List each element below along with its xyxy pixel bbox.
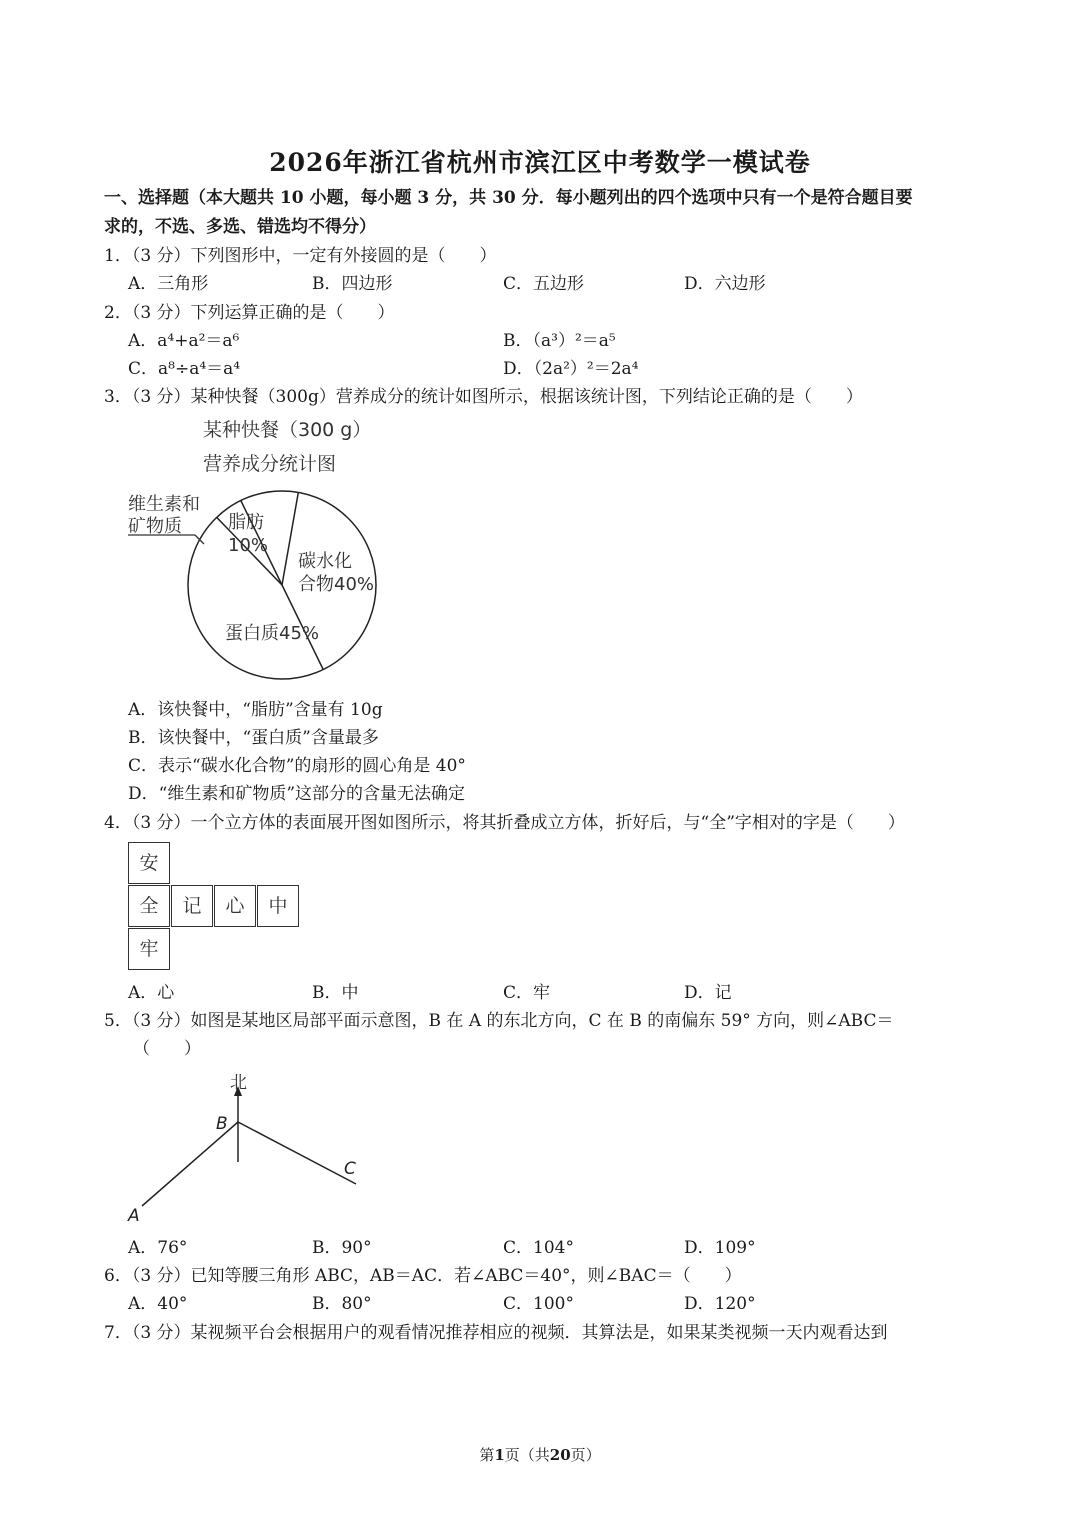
q2-option-d: D．（2a²）²＝2a⁴ [503, 359, 639, 379]
chart-title-line2: 营养成分统计图 [203, 453, 337, 475]
q5-option-a: A．76° [128, 1238, 188, 1258]
q7-stem: 7．（3 分）某视频平台会根据用户的观看情况推荐相应的视频．其算法是，如果某类视频一天内观看达到 [104, 1323, 888, 1343]
label-point-c: C [344, 1159, 356, 1179]
label-vitamin-line2: 矿物质 [128, 516, 182, 537]
q5-option-b: B．90° [312, 1238, 372, 1258]
q2-option-b: B．（a³）²＝a⁵ [503, 331, 616, 351]
section-header-line1: 一、选择题（本大题共 10 小题，每小题 3 分，共 30 分．每小题列出的四个选项中只有一个是符合题目要 [104, 188, 913, 208]
q6-option-d: D．120° [684, 1294, 756, 1314]
label-fat-line1: 脂肪 [228, 512, 264, 533]
q4-stem: 4．（3 分）一个立方体的表面展开图如图所示，将其折叠成立方体，折好后，与“全”字相对的字是（ ） [104, 813, 905, 833]
footer-page-number: 1 [494, 1446, 505, 1464]
q4-option-a: A．心 [128, 983, 175, 1003]
q6-option-a: A．40° [128, 1294, 188, 1314]
q5-stem-line1: 5．（3 分）如图是某地区局部平面示意图，B 在 A 的东北方向，C 在 B 的南偏东 59° 方向，则∠ABC＝ [104, 1011, 894, 1031]
q1-option-b: B．四边形 [312, 274, 393, 294]
q5-option-d: D．109° [684, 1238, 756, 1258]
q1-option-a: A．三角形 [128, 274, 209, 294]
net-cell-an: 安 [128, 842, 170, 884]
q6-stem: 6．（3 分）已知等腰三角形 ABC，AB＝AC．若∠ABC＝40°，则∠BAC＝（ ） [104, 1266, 742, 1286]
label-vitamin-line1: 维生素和 [128, 494, 200, 515]
net-cell-quan: 全 [128, 885, 170, 927]
label-point-a: A [128, 1206, 140, 1226]
label-carb-line1: 碳水化 [298, 551, 352, 572]
label-fat-line2: 10% [228, 535, 269, 556]
segment-bc [238, 1122, 356, 1184]
q3-option-c: C．表示“碳水化合物”的扇形的圆心角是 40° [128, 756, 466, 776]
page-title: 2026年浙江省杭州市滨江区中考数学一模试卷 [269, 148, 811, 177]
cube-net [128, 842, 300, 972]
section-header-line2: 求的，不选、多选、错选均不得分） [104, 217, 376, 237]
net-cell-lao: 牢 [128, 928, 170, 970]
label-carb-line2: 合物40% [298, 574, 375, 595]
net-cell-ji: 记 [171, 885, 213, 927]
q5-option-c: C．104° [503, 1238, 574, 1258]
vitamin-leader-line-2 [195, 535, 204, 544]
q3-option-d: D．“维生素和矿物质”这部分的含量无法确定 [128, 784, 466, 804]
q6-option-c: C．100° [503, 1294, 574, 1314]
pie-slice-boundary-0 [282, 492, 298, 585]
chart-title-line1: 某种快餐（300 g） [203, 419, 372, 441]
q4-option-c: C．牢 [503, 983, 551, 1003]
label-north: 北 [230, 1073, 247, 1093]
q1-stem: 1．（3 分）下列图形中，一定有外接圆的是（ ） [104, 246, 497, 266]
q1-option-c: C．五边形 [503, 274, 585, 294]
page-footer [0, 1444, 1080, 1465]
q4-option-d: D．记 [684, 983, 732, 1003]
q2-stem: 2．（3 分）下列运算正确的是（ ） [104, 303, 395, 323]
nutrition-pie-chart [120, 410, 420, 695]
label-point-b: B [216, 1114, 228, 1134]
footer-total-pages: 20 [549, 1446, 571, 1464]
q3-option-a: A．该快餐中，“脂肪”含量有 10g [128, 700, 383, 720]
q1-option-d: D．六边形 [684, 274, 766, 294]
footer-mid: 页（共 [504, 1446, 550, 1464]
footer-prefix: 第 [479, 1446, 495, 1464]
net-cell-zhong: 中 [257, 885, 299, 927]
q6-option-b: B．80° [312, 1294, 372, 1314]
direction-diagram [120, 1066, 380, 1231]
q3-option-b: B．该快餐中，“蛋白质”含量最多 [128, 728, 379, 748]
footer-suffix: 页） [570, 1446, 601, 1464]
net-cell-xin: 心 [214, 885, 256, 927]
label-protein: 蛋白质45% [225, 623, 320, 644]
q2-option-c: C．a⁸÷a⁴＝a⁴ [128, 359, 241, 379]
q2-option-a: A．a⁴+a²＝a⁶ [128, 331, 240, 351]
segment-ab [142, 1122, 238, 1206]
q3-stem: 3．（3 分）某种快餐（300g）营养成分的统计如图所示，根据该统计图，下列结论正确的是（ ） [104, 387, 863, 407]
q4-option-b: B．中 [312, 983, 359, 1003]
q5-stem-line2: （ ） [133, 1039, 201, 1059]
